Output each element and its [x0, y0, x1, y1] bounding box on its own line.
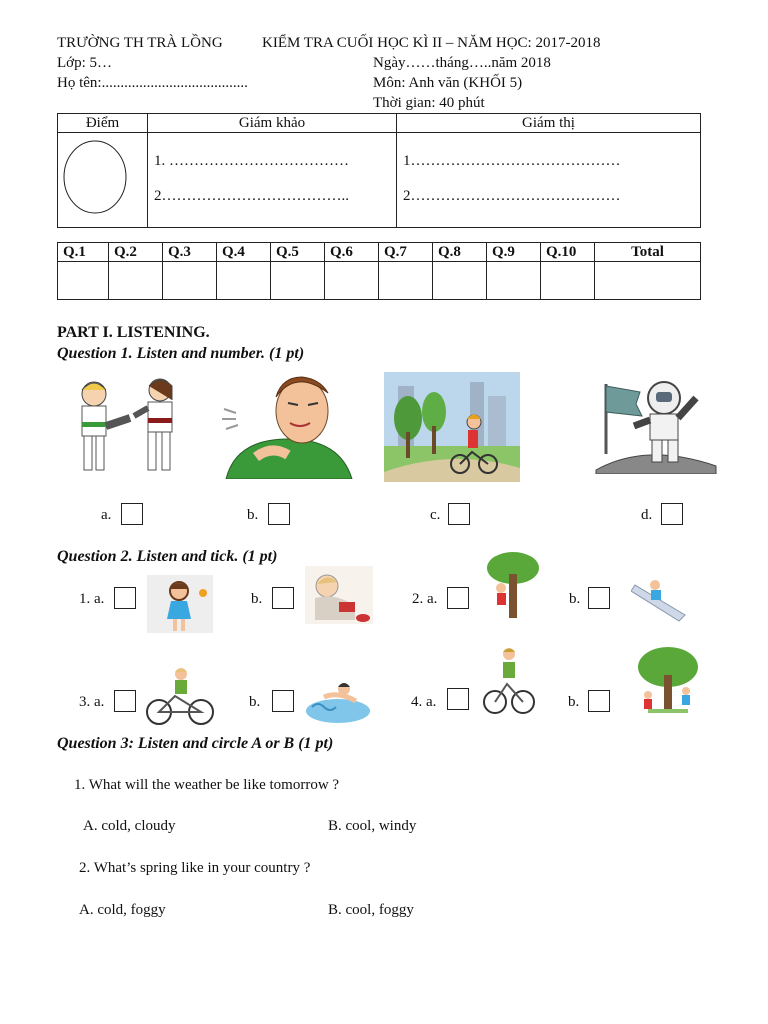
q1-title: Question 1. Listen and number. (1 pt) — [57, 345, 305, 362]
q1-answer-box-b[interactable] — [268, 503, 290, 525]
q2-item3-box-a[interactable] — [114, 690, 136, 712]
date-line: Ngày……tháng…..năm 2018 — [373, 55, 551, 71]
q2-title: Question 2. Listen and tick. (1 pt) — [57, 548, 278, 565]
child-swimming-picture-icon — [304, 667, 372, 727]
score-cell-q6[interactable] — [325, 262, 379, 300]
score-header-q1: Q.1 — [58, 243, 109, 262]
score-header: Điểm — [58, 114, 148, 133]
score-header-q2: Q.2 — [109, 243, 163, 262]
child-playing-picture-icon — [305, 566, 373, 624]
subject-line: Môn: Anh văn (KHỐI 5) — [373, 75, 523, 91]
q2-item4-box-b[interactable] — [588, 690, 610, 712]
proctor-line-1: 1…………………………………… — [403, 153, 621, 169]
proctor-line-2: 2…………………………………… — [403, 188, 621, 204]
q1-answer-box-a[interactable] — [121, 503, 143, 525]
q2-item3-label-a: 3. a. — [79, 694, 105, 710]
score-cell-q10[interactable] — [541, 262, 595, 300]
q1-label-a: a. — [101, 507, 112, 523]
score-header-q8: Q.8 — [433, 243, 487, 262]
score-header-q5: Q.5 — [271, 243, 325, 262]
girl-riding-bike-picture-icon — [145, 666, 215, 728]
examiner-line-1: 1. ……………………………… — [154, 153, 349, 169]
sick-man-coughing-image — [216, 373, 361, 479]
examiner-cell[interactable] — [148, 133, 397, 228]
q3-title-rest: : Listen and circle A or B (1 pt) — [128, 735, 334, 752]
q2-item1-box-a[interactable] — [114, 587, 136, 609]
q3-title-bold: Question 3 — [57, 735, 129, 752]
q2-item2-label-b: b. — [569, 591, 581, 607]
q2-item4-label-b: b. — [568, 694, 580, 710]
score-cell-q9[interactable] — [487, 262, 541, 300]
q2-item2-box-a[interactable] — [447, 587, 469, 609]
q2-item1-box-b[interactable] — [272, 587, 294, 609]
q1-answer-box-d[interactable] — [661, 503, 683, 525]
score-header-q4: Q.4 — [217, 243, 271, 262]
proctor-cell[interactable] — [397, 133, 701, 228]
karate-kids-image — [62, 374, 192, 476]
score-table — [57, 242, 701, 300]
score-header-q7: Q.7 — [379, 243, 433, 262]
girl-picture-icon — [147, 575, 213, 633]
astronaut-flag-image — [576, 374, 722, 474]
score-header-total: Total — [595, 243, 701, 262]
q2-item1-label-a: 1. a. — [79, 591, 105, 607]
score-header-q9: Q.9 — [487, 243, 541, 262]
score-header-q3: Q.3 — [163, 243, 217, 262]
score-header-q10: Q.10 — [541, 243, 595, 262]
score-cell-q5[interactable] — [271, 262, 325, 300]
proctor-header: Giám thị — [397, 114, 701, 133]
score-header-q6: Q.6 — [325, 243, 379, 262]
name-line: Họ tên:....................................... — [57, 75, 248, 91]
q3-title — [57, 735, 333, 753]
child-sliding-picture-icon — [631, 575, 689, 623]
child-climbing-tree-picture-icon — [483, 550, 541, 620]
score-cell-q1[interactable] — [58, 262, 109, 300]
score-circle — [58, 133, 147, 222]
q2-item4-box-a[interactable] — [447, 688, 469, 710]
q3-option-2a[interactable]: A. cold, foggy — [79, 902, 166, 918]
examiner-header: Giám khảo — [148, 114, 397, 133]
time-line: Thời gian: 40 phút — [373, 95, 485, 111]
boy-riding-bike-picture-icon — [483, 644, 535, 716]
q3-option-2b[interactable]: B. cool, foggy — [328, 902, 414, 918]
q1-label-d: d. — [641, 507, 653, 523]
q3-option-1b[interactable]: B. cool, windy — [328, 818, 417, 834]
boy-cycling-park-image — [384, 372, 520, 487]
q2-item3-label-b: b. — [249, 694, 261, 710]
score-cell-q3[interactable] — [163, 262, 217, 300]
q2-item3-box-b[interactable] — [272, 690, 294, 712]
q1-label-b: b. — [247, 507, 259, 523]
q2-item1-label-b: b. — [251, 591, 263, 607]
score-cell-q7[interactable] — [379, 262, 433, 300]
exam-title: KIỂM TRA CUỐI HỌC KÌ II – NĂM HỌC: 2017-2018 — [262, 35, 601, 51]
grading-table — [57, 113, 701, 228]
q3-question-2: 2. What’s spring like in your country ? — [79, 860, 311, 876]
score-cell-total[interactable] — [595, 262, 701, 300]
part1-title: PART I. LISTENING. — [57, 324, 210, 341]
score-cell-q8[interactable] — [433, 262, 487, 300]
score-cell-q4[interactable] — [217, 262, 271, 300]
examiner-line-2: 2……………………………….. — [154, 188, 349, 204]
q1-answer-box-c[interactable] — [448, 503, 470, 525]
q1-label-c: c. — [430, 507, 441, 523]
school-name: TRƯỜNG TH TRÀ LỒNG — [57, 35, 223, 51]
q3-option-1a[interactable]: A. cold, cloudy — [83, 818, 176, 834]
children-under-tree-picture-icon — [634, 645, 700, 717]
score-cell-q2[interactable] — [109, 262, 163, 300]
class-line: Lớp: 5… — [57, 55, 113, 71]
q2-item4-label-a: 4. a. — [411, 694, 437, 710]
score-cell[interactable] — [58, 133, 148, 228]
q2-item2-label-a: 2. a. — [412, 591, 438, 607]
q2-item2-box-b[interactable] — [588, 587, 610, 609]
q3-question-1: 1. What will the weather be like tomorrow ? — [74, 777, 340, 793]
